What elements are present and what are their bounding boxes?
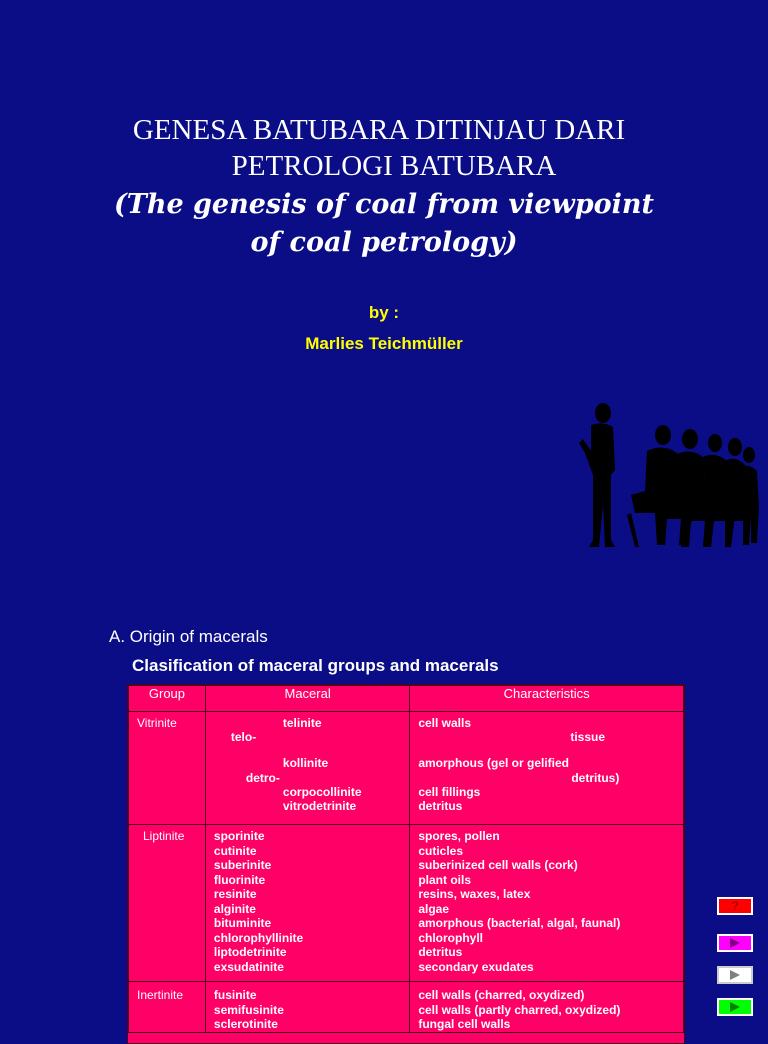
help-button[interactable]: [717, 897, 753, 915]
last-button[interactable]: [717, 998, 753, 1016]
char-tissue: tissue: [570, 730, 606, 744]
characteristic-item: cell walls (partly charred, oxydized): [418, 1002, 621, 1017]
title-line-2: PETROLOGI BATUBARA: [231, 150, 557, 182]
slide-title: [0, 112, 768, 184]
group-vitrinite: Vitrinite: [129, 712, 206, 825]
maceral-item: exsudatinite: [213, 959, 284, 974]
section-heading: A. Origin of macerals: [109, 627, 268, 646]
header-maceral: Maceral: [205, 686, 409, 712]
slide-subtitle: [0, 186, 768, 262]
maceral-item: semifusinite: [213, 1002, 284, 1017]
header-group: Group: [129, 686, 206, 712]
char-detritus-paren: detritus): [571, 771, 620, 785]
subtitle-line-2: of coal petrology): [250, 227, 518, 258]
maceral-item: fluorinite: [213, 872, 266, 887]
by-label: by :: [368, 303, 400, 322]
maceral-item: cutinite: [213, 843, 257, 858]
next-button[interactable]: [717, 966, 753, 984]
maceral-item: sporinite: [213, 829, 265, 843]
author-name: Marlies Teichmüller: [305, 334, 463, 353]
table-row-inertinite: [129, 982, 684, 1033]
characteristic-item: chlorophyll: [418, 930, 483, 945]
maceral-telinite: telinite: [282, 716, 322, 730]
characteristic-item: secondary exudates: [418, 959, 534, 974]
characteristic-item: spores, pollen: [418, 829, 500, 843]
maceral-vitrodetrinite: vitrodetrinite: [282, 799, 357, 813]
play-icon: [729, 1002, 741, 1012]
characteristic-item: fungal cell walls: [418, 1017, 511, 1031]
maceral-item: fusinite: [213, 988, 257, 1002]
characteristic-item: cuticles: [418, 843, 464, 858]
maceral-kollinite: kollinite: [282, 756, 329, 770]
title-line-1: GENESA BATUBARA DITINJAU DARI: [132, 114, 626, 146]
play-icon: [729, 970, 741, 980]
group-liptinite: Liptinite: [129, 825, 206, 982]
group-inertinite: Inertinite: [129, 982, 206, 1033]
characteristic-item: resins, waxes, latex: [418, 887, 531, 901]
table-row-liptinite: [129, 825, 684, 982]
char-cell-walls: cell walls: [418, 716, 472, 730]
maceral-telo: telo-: [230, 730, 257, 744]
play-icon: [729, 938, 741, 948]
liptinite-characteristics: [410, 825, 684, 982]
char-detritus: detritus: [418, 799, 463, 813]
characteristic-item: cell walls (charred, oxydized): [418, 988, 585, 1002]
vitrinite-characteristics: [410, 712, 684, 825]
maceral-item: chlorophyllinite: [213, 930, 304, 945]
previous-button[interactable]: [717, 934, 753, 952]
maceral-detro: detro-: [245, 771, 280, 785]
maceral-item: alginite: [213, 901, 256, 916]
presentation-silhouette-image: [575, 395, 760, 565]
maceral-table: [127, 684, 685, 1044]
characteristic-item: amorphous (bacterial, algal, faunal): [418, 916, 621, 930]
characteristic-item: algae: [418, 901, 450, 916]
characteristic-item: suberinized cell walls (cork): [418, 858, 578, 872]
char-cell-fillings: cell fillings: [418, 785, 481, 799]
maceral-corpocollinite: corpocollinite: [282, 785, 362, 799]
header-characteristics: Characteristics: [410, 686, 684, 712]
vitrinite-macerals: [205, 712, 409, 825]
maceral-item: liptodetrinite: [213, 945, 287, 959]
subtitle-line-1: (The genesis of coal from viewpoint: [113, 189, 655, 220]
table-header-row: [129, 686, 684, 712]
maceral-item: suberinite: [213, 858, 272, 872]
inertinite-characteristics: [410, 982, 684, 1033]
char-amorphous: amorphous (gel or gelified: [418, 756, 570, 770]
characteristic-item: detritus: [418, 945, 463, 959]
liptinite-macerals: [205, 825, 409, 982]
maceral-item: resinite: [213, 887, 257, 901]
inertinite-macerals: [205, 982, 409, 1033]
help-icon: ?: [731, 899, 739, 913]
section-subheading: Clasification of maceral groups and macerals: [132, 656, 499, 675]
maceral-item: bituminite: [213, 916, 272, 930]
table-row-vitrinite: [129, 712, 684, 825]
characteristic-item: plant oils: [418, 872, 471, 887]
maceral-item: sclerotinite: [213, 1017, 278, 1031]
